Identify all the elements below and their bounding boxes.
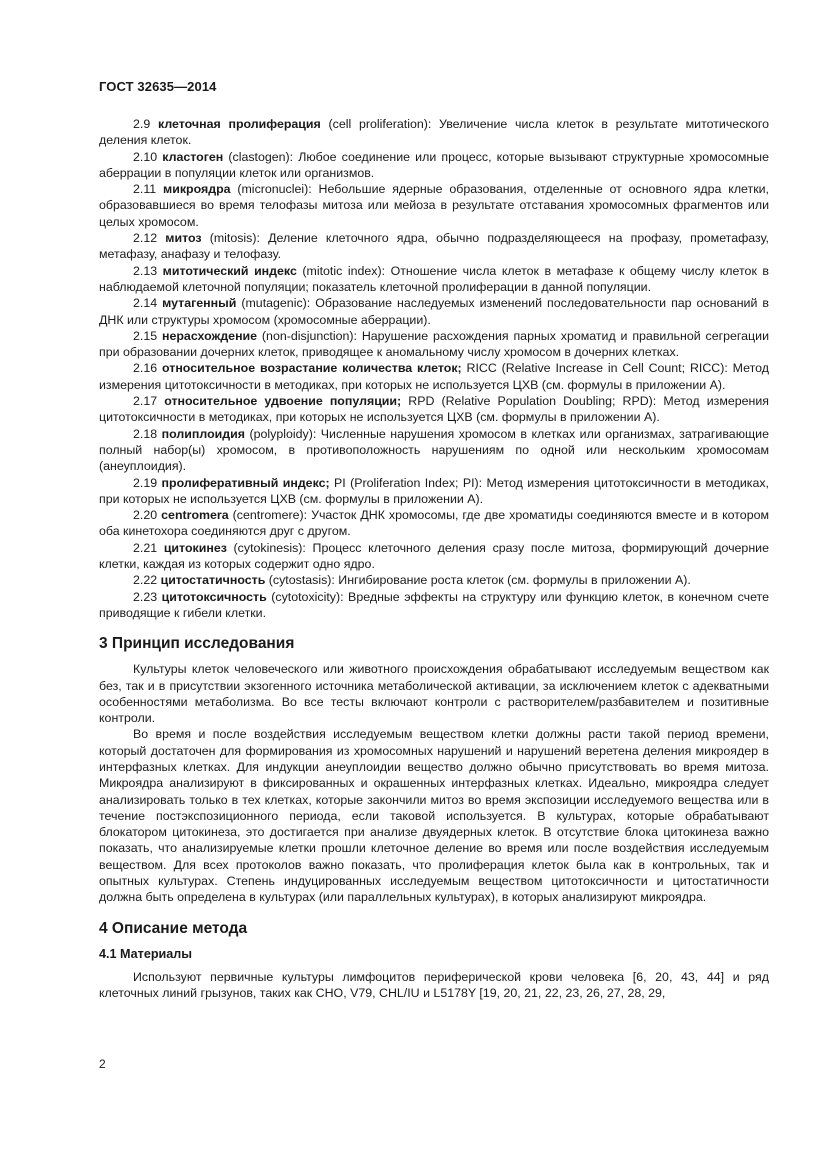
definition-text: (polyploidy): Численные нарушения хромосом в клетках или организмах, затрагивающие полный набор(ы) хромосом, в противоположность нарушениям по одной или нескольким хромосомам (анеуплоидия). [99,426,769,474]
definition-text: (non-disjunction): Нарушение расхождения парных хроматид и правильной сегрегации при образовании дочерних клеток, приводящее к аномальному числу хромосом в дочерних клетках. [99,328,769,360]
definition-text: RICC (Relative Increase in Cell Count; RICC): Метод измерения цитотоксичности в методиках, при которых не используется ЦХВ (см. формулы в приложении А). [99,361,769,392]
document-body [99,116,769,1001]
definition-term: нерасхождение [161,328,258,343]
definition-text: (mutagenic): Образование наследуемых изменений последовательности пар оснований в ДНК или структуры хромосом (хромосомные аберрации). [99,296,769,327]
definition-item [99,540,769,573]
definition-text: PI (Proliferation Index; PI): Метод измерения цитотоксичности в методиках, при которых не используется ЦХВ (см. формулы в приложении А). [99,475,769,506]
definition-item [99,360,769,393]
definition-item [99,507,769,540]
section-3-heading: 3 Принцип исследования [99,635,295,653]
definition-item [99,475,769,508]
definition-item [99,149,769,182]
definition-item [99,328,769,361]
page-number: 2 [99,1057,106,1071]
section-4-1-paragraph: Используют первичные культуры лимфоцитов периферической крови человека [6, 20, 43, 44] и ряд клеточных линий грызунов, таких как CHO, V79, CHL/IU и L5178Y [19, 20, 21, 22, 23, 26, 27, 28, 29, [99,969,769,1000]
document-header: ГОСТ 32635—2014 [99,79,217,94]
definition-term: относительное удвоение популяции; [164,394,402,409]
definition-item [99,589,769,622]
definition-term: относительное возрастание количества клеток; [162,361,462,376]
definition-text: (cytokinesis): Процесс клеточного деления сразу после митоза, формирующий дочерние клетки, каждая из которых содержит одно ядро. [99,540,769,572]
definition-term: пролиферативный индекс; [161,475,330,490]
section-4-heading: 4 Описание метода [99,919,248,937]
definition-item [99,426,769,475]
section-3-paragraph: Культуры клеток человеческого или животного происхождения обрабатывают исследуемым веществом как без, так и в присутствии экзогенного источника метаболической активации, за исключением клеток с адекватными особенностями метаболизма. Во все тесты включают контроли с растворителем/разбавителем и позитивные контроли. [99,662,769,726]
definition-text: (centromere): Участок ДНК хромосомы, где две хроматиды соединяются вместе и в котором оба кинетохора соединяются друг с другом. [99,508,769,539]
definition-text: (cytotoxicity): Вредные эффекты на структуру или функцию клеток, в конечном счете приводящие к гибели клетки. [99,589,769,620]
subsection-4-1-heading: 4.1 Материалы [99,946,193,961]
definition-number: 2.13 [133,263,158,278]
definition-number: 2.16 [133,361,158,376]
definition-number: 2.19 [133,475,158,490]
section-3-paragraph: Во время и после воздействия исследуемым веществом клетки должны расти такой период времени, который достаточен для формирования из хромосомных нарушений и нарушений веретена деления микроядер в интерфазных клетках. Для индукции анеуплоидии вещество должно обычно присутствовать во время митоза. Микроядра анализируют в фиксированных и окрашенных интерфазных клетках. Идеально, микроядра следует анализировать только в тех клетках, которые закончили митоз во время экспозиции исследуемого вещества или в течение постэкспозиционного периода, если таковой используется. В культурах, которые обрабатывают блокатором цитокинеза, это достигается при анализе двуядерных клеток. В отсутствие блока цитокинеза важно показать, что анализируемые клетки прошли клеточное деление во время или после воздействия исследуемым веществом. Для всех протоколов важно показать, что пролиферация клеток была как в контрольных, так и опытных культурах. Степень индуцированных исследуемым веществом цитотоксичности и цитостатичности должна быть определена в культурах (или параллельных культурах), в которых анализируют микроядра. [99,727,769,905]
definition-item [99,393,769,426]
definition-item [99,230,769,263]
definition-term: митоз [165,231,202,246]
definition-text: (mitosis): Деление клеточного ядра, обычно подразделяющееся на профазу, прометафазу, метафазу, анафазу и телофазу. [99,231,769,262]
definition-item [99,263,769,296]
definition-term: кластоген [162,149,224,164]
definition-text: (cell proliferation): Увеличение числа клеток в результате митотического деления клеток. [99,117,769,148]
definition-term: цитостатичность [160,573,266,588]
definition-term: мутагенный [162,296,237,311]
definition-term: микроядра [163,182,231,197]
definition-item [99,295,769,328]
definition-number: 2.9 [133,117,151,131]
definitions-list [99,116,769,621]
definition-number: 2.22 [133,573,158,588]
definition-text: (micronuclei): Небольшие ядерные образования, отделенные от основного ядра клетки, образовавшиеся во время телофазы митоза или мейоза в результате отставания хромосомных фрагментов или целых хромосом. [99,182,769,229]
definition-text: (mitotic index): Отношение числа клеток в метафазе к общему числу клеток в наблюдаемой клеточной популяции; показатель клеточной пролиферации в данной популяции. [99,263,769,294]
definition-item [99,181,769,230]
definition-number: 2.18 [133,426,158,441]
definition-term: цитокинез [163,540,227,555]
definition-term: полиплоидия [161,426,245,441]
definition-number: 2.17 [133,394,158,409]
definition-number: 2.10 [133,149,158,164]
definition-number: 2.20 [133,508,158,523]
definition-number: 2.23 [133,589,158,604]
definition-text: (clastogen): Любое соединение или процесс, которые вызывают структурные хромосомные аберрации в популяции клеток или организмов. [99,149,769,180]
definition-item [99,572,769,588]
definition-text: (cytostasis): Ингибирование роста клеток (см. формулы в приложении А). [265,573,691,588]
definition-number: 2.21 [133,540,158,555]
definition-term: centromera [161,508,229,523]
definition-text: RPD (Relative Population Doubling; RPD): Метод измерения цитотоксичности в методиках, при которых не используется ЦХВ (см. формулы в приложении А). [99,394,769,425]
definition-number: 2.15 [133,328,158,343]
definition-number: 2.14 [133,296,158,311]
definition-term: цитотоксичность [161,589,267,604]
definition-number: 2.11 [133,182,157,197]
definition-term: клеточная пролиферация [157,117,321,131]
definition-term: митотический индекс [162,263,297,278]
definition-item [99,116,769,149]
definition-number: 2.12 [133,231,158,246]
